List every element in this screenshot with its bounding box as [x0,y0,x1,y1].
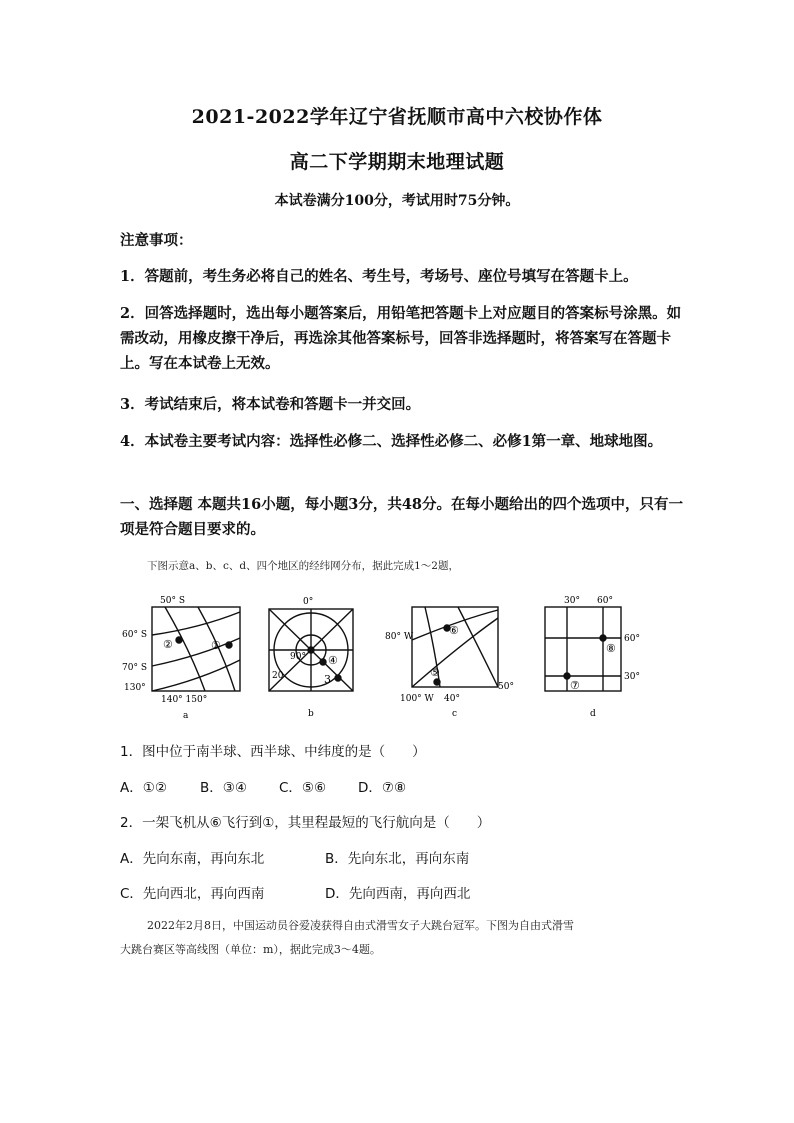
section-1-heading: 一、选择题 本题共16小题，每小题3分，共48分。在每小题给出的四个选项中，只有一项是符合题目要求的。 [120,496,683,538]
notes-heading: 注意事项： [120,232,193,249]
map-c-left: 80° W [385,632,414,642]
note-item-4: 4．本试卷主要考试内容：选择性必修二、选择性必修二、必修1第一章、地球地图。 [120,433,663,450]
map-b-point-4: ④ [328,654,338,667]
map-a-label: a [183,711,189,721]
map-b-arc: 20 [272,671,284,681]
question-2-option-c[interactable]: C．先向西北，再向西南 [120,886,265,902]
question-1-option-a[interactable]: A．①② [120,780,167,796]
map-c-bottom-right: 40° [444,694,460,704]
graticule-figure [0,590,794,730]
map-b-inner: 90° [290,652,306,662]
map-a-lat-70: 70° S [122,663,147,673]
map-d-label: d [590,709,596,719]
map-b-top: 0° [303,597,314,607]
passage-2-line-2: 大跳台赛区等高线图（单位：m），据此完成3～4题。 [120,943,381,956]
exam-title-line2: 高二下学期期末地理试题 [289,151,505,173]
map-a-point-2: ② [163,638,173,651]
map-d-point-7: ⑦ [570,679,580,692]
question-1-option-c[interactable]: C．⑤⑥ [279,780,327,796]
question-2-option-d[interactable]: D．先向西南，再向西北 [325,886,471,902]
map-c-point-5: ⑤ [430,666,440,679]
map-c-bottom-left: 100° W [400,694,434,704]
question-1-stem: 1．图中位于南半球、西半球、中纬度的是（ ） [120,744,426,760]
question-2-stem: 2．一架飞机从⑥飞行到①，其里程最短的飞行航向是（ ） [120,815,491,831]
map-a-lon-top: 50° S [160,596,185,606]
map-d-right-30: 30° [624,672,640,682]
question-1-option-d[interactable]: D．⑦⑧ [358,780,407,796]
map-c-label: c [452,709,458,719]
question-2-option-a[interactable]: A．先向东南，再向东北 [120,851,265,867]
exam-subtitle: 本试卷满分100分，考试用时75分钟。 [274,193,520,209]
map-b-point-3: 3 [324,673,331,686]
note-item-2: 2．回答选择题时，选出每小题答案后，用铅笔把答题卡上对应题目的答案标号涂黑。如需改动，用橡皮擦干净后，再选涂其他答案标号，回答非选择题时，将答案写在答题卡上。写在本试卷上无效。 [120,305,682,372]
map-a-lat-60: 60° S [122,630,147,640]
note-item-1: 1．答题前，考生务必将自己的姓名、考生号，考场号、座位号填写在答题卡上。 [120,268,638,285]
map-d-top-30: 30° [564,596,580,606]
map-a-lon-left: 130° [124,683,146,693]
map-a-lon-bottom: 140° 150° [161,695,208,705]
exam-title-line1: 2021-2022学年辽宁省抚顺市高中六校协作体 [191,106,603,128]
map-d-point-8: ⑧ [606,642,616,655]
map-d-right-60: 60° [624,634,640,644]
question-1-option-b[interactable]: B．③④ [200,780,247,796]
question-2-option-b[interactable]: B．先向东北，再向东南 [325,851,470,867]
map-d-top-60: 60° [597,596,613,606]
passage-2-line-1: 2022年2月8日，中国运动员谷爱凌获得自由式滑雪女子大跳台冠军。下图为自由式滑雪 [147,919,574,932]
map-c-point-6: ⑥ [449,624,459,637]
note-item-3: 3．考试结束后，将本试卷和答题卡一并交回。 [120,396,421,413]
map-b-label: b [308,709,314,719]
map-a-point-1: ① [211,639,221,652]
map-c-right: 50° [498,682,514,692]
figure-intro: 下图示意a、b、c、d、四个地区的经纬网分布，据此完成1～2题， [147,560,459,572]
map-c [412,607,498,687]
